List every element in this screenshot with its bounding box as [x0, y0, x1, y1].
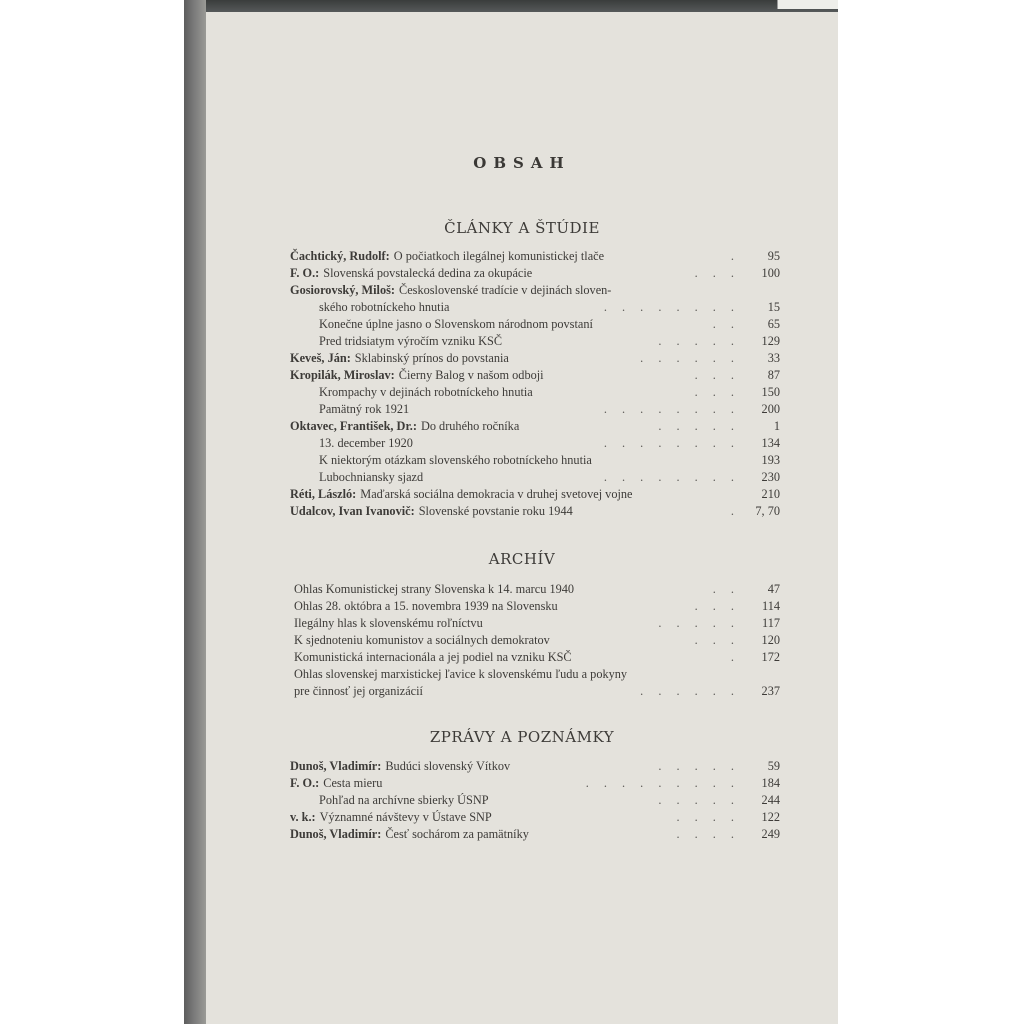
toc-entry-leader: . . . . . . . .	[603, 402, 740, 416]
toc-entry-page: 114	[762, 599, 780, 613]
book-spine-edge	[184, 0, 206, 1024]
toc-entry	[290, 333, 780, 350]
toc-entry	[290, 486, 780, 503]
toc-entry-title: Pred tridsiatym výročím vzniku KSČ	[319, 334, 503, 348]
toc-entry-text	[290, 666, 627, 683]
toc-entry	[290, 775, 780, 792]
toc-entry-page: 244	[761, 793, 780, 807]
toc-entry-text	[319, 299, 449, 316]
toc-entry	[290, 826, 780, 843]
toc-list-zpravy	[290, 758, 780, 843]
toc-entry-leader: . . . . .	[658, 616, 740, 630]
document-page	[206, 12, 838, 1024]
toc-entry-text	[319, 384, 533, 401]
toc-entry	[290, 316, 780, 333]
toc-entry-title: Česť sochárom za pamätníky	[385, 827, 529, 841]
toc-entry	[290, 758, 780, 775]
toc-entry-leader: . . . . .	[658, 419, 740, 433]
toc-entry-text	[319, 792, 489, 809]
toc-entry-text	[290, 809, 492, 826]
toc-entry-title: Ilegálny hlas k slovenskému roľníctvu	[294, 616, 483, 630]
toc-entry	[290, 401, 780, 418]
toc-entry-leader: . .	[712, 582, 740, 596]
toc-entry-author: Dunoš, Vladimír:	[290, 827, 382, 841]
toc-entry-text	[290, 598, 558, 615]
toc-entry-text	[319, 333, 502, 350]
toc-entry-page: 129	[761, 334, 780, 348]
toc-entry-author: Oktavec, František, Dr.:	[290, 419, 417, 433]
toc-entry	[290, 248, 780, 265]
toc-entry-page: 237	[761, 684, 780, 698]
toc-entry-author: Kropilák, Miroslav:	[290, 368, 395, 382]
toc-entry	[290, 581, 780, 598]
toc-entry	[290, 809, 780, 826]
toc-entry-title: Krompachy v dejinách robotníckeho hnutia	[319, 385, 533, 399]
toc-entry-author: Réti, László:	[290, 487, 357, 501]
toc-entry	[290, 666, 780, 683]
toc-entry-page: 150	[761, 385, 780, 399]
toc-entry-text	[290, 632, 550, 649]
page-title: OBSAH	[473, 154, 571, 172]
toc-entry-page: 172	[761, 650, 780, 664]
toc-entry-title: Slovenské povstanie roku 1944	[418, 504, 573, 518]
toc-entry-author: Keveš, Ján:	[290, 351, 351, 365]
toc-entry	[290, 683, 780, 700]
toc-entry-title: 13. december 1920	[319, 436, 413, 450]
toc-entry-leader: . . . . .	[658, 759, 740, 773]
toc-entry	[290, 299, 780, 316]
toc-entry-leader: .	[730, 504, 740, 518]
scan-label-strip	[777, 0, 838, 9]
toc-entry-leader: . . .	[694, 266, 740, 280]
toc-entry-title: Konečne úplne jasno o Slovenskom národnom povstaní	[319, 317, 593, 331]
toc-entry-title: Do druhého ročníka	[420, 419, 520, 433]
toc-entry-leader: . . . . . .	[640, 351, 740, 365]
toc-entry-leader: . . . . . .	[640, 684, 740, 698]
toc-entry	[290, 615, 780, 632]
toc-entry-author: Udalcov, Ivan Ivanovič:	[290, 504, 415, 518]
toc-entry-title: K sjednoteniu komunistov a sociálnych demokratov	[294, 633, 550, 647]
toc-entry	[290, 435, 780, 452]
toc-entry-leader: . . .	[694, 385, 740, 399]
toc-entry-title: ského robotníckeho hnutia	[319, 300, 450, 314]
toc-entry-leader: . .	[712, 317, 740, 331]
toc-entry-page: 15	[767, 300, 780, 314]
toc-entry-page: 95	[767, 249, 780, 263]
toc-entry-text	[290, 503, 573, 520]
toc-entry	[290, 418, 780, 435]
toc-entry	[290, 503, 780, 520]
toc-entry-text	[319, 435, 413, 452]
toc-entry	[290, 265, 780, 282]
toc-entry-page: 33	[767, 351, 780, 365]
toc-entry-text	[290, 581, 574, 598]
toc-entry	[290, 792, 780, 809]
toc-entry-title: Ohlas Komunistickej strany Slovenska k 14. marcu 1940	[294, 582, 575, 596]
toc-entry-title: Významné návštevy v Ústave SNP	[319, 810, 492, 824]
toc-entry-text	[290, 683, 423, 700]
toc-entry	[290, 649, 780, 666]
toc-entry-text	[290, 350, 509, 367]
toc-entry-page: 120	[761, 633, 780, 647]
toc-entry-leader: . . . . .	[658, 334, 740, 348]
toc-entry-page: 1	[773, 419, 780, 433]
toc-entry-title: K niektorým otázkam slovenského robotníckeho hnutia	[319, 453, 592, 467]
toc-entry	[290, 282, 780, 299]
toc-entry-text	[290, 486, 633, 503]
toc-entry-title: Pamätný rok 1921	[319, 402, 410, 416]
toc-entry	[290, 350, 780, 367]
toc-entry-page: 122	[761, 810, 780, 824]
toc-entry-leader: . . .	[694, 368, 740, 382]
toc-entry-page: 59	[767, 759, 780, 773]
section-heading-archiv: ARCHÍV	[488, 550, 556, 568]
toc-entry-title: Čierny Balog v našom odboji	[398, 368, 544, 382]
toc-entry-author: Čachtický, Rudolf:	[290, 249, 390, 263]
section-heading-zpravy: ZPRÁVY A POZNÁMKY	[429, 728, 615, 746]
toc-entry-page: 249	[761, 827, 780, 841]
toc-entry-text	[290, 826, 529, 843]
toc-entry-page: 134	[761, 436, 780, 450]
toc-list-clanky	[290, 248, 780, 520]
toc-entry-text	[290, 265, 532, 282]
toc-entry-title: Ohlas slovenskej marxistickej ľavice k slovenskému ľudu a pokyny	[294, 667, 628, 681]
scan-top-edge	[206, 0, 838, 12]
toc-entry-page: 184	[761, 776, 780, 790]
toc-entry-leader: . . . . .	[658, 793, 740, 807]
toc-entry-leader: . . .	[694, 599, 740, 613]
toc-entry-author: Dunoš, Vladimír:	[290, 759, 382, 773]
toc-entry-text	[290, 282, 611, 299]
toc-entry	[290, 452, 780, 469]
toc-entry-leader: . . .	[694, 633, 740, 647]
toc-entry-text	[290, 758, 510, 775]
toc-entry-leader: .	[730, 650, 740, 664]
toc-entry-text	[319, 452, 592, 469]
toc-entry-page: 230	[761, 470, 780, 484]
toc-entry-page: 200	[761, 402, 780, 416]
toc-entry-leader: .	[730, 249, 740, 263]
toc-entry-title: Maďarská sociálna demokracia v druhej svetovej vojne	[360, 487, 633, 501]
toc-entry-text	[290, 367, 544, 384]
toc-entry-title: Pohľad na archívne sbierky ÚSNP	[319, 793, 489, 807]
toc-entry-title: Lubochniansky sjazd	[319, 470, 424, 484]
toc-entry-leader: . . . .	[676, 810, 740, 824]
toc-entry-text	[319, 316, 593, 333]
toc-entry-title: Ohlas 28. októbra a 15. novembra 1939 na Slovensku	[294, 599, 558, 613]
toc-entry	[290, 384, 780, 401]
section-heading-clanky: ČLÁNKY A ŠTÚDIE	[444, 219, 600, 237]
toc-entry-title: pre činnosť jej organizácií	[294, 684, 423, 698]
toc-entry-leader: . . . . . . . .	[603, 300, 740, 314]
toc-entry	[290, 367, 780, 384]
toc-entry-page: 87	[767, 368, 780, 382]
toc-entry-page: 47	[767, 582, 780, 596]
toc-entry	[290, 469, 780, 486]
toc-entry-title: Cesta mieru	[323, 776, 383, 790]
toc-entry-page: 100	[761, 266, 780, 280]
toc-entry-text	[290, 248, 604, 265]
toc-entry-title: Sklabinský prínos do povstania	[354, 351, 509, 365]
toc-entry-page: 193	[761, 453, 780, 467]
toc-entry-title: Československé tradície v dejinách sloven-	[399, 283, 612, 297]
toc-entry-leader: . . . . . . . .	[603, 470, 740, 484]
toc-entry-text	[290, 775, 382, 792]
toc-entry-title: O počiatkoch ilegálnej komunistickej tlače	[393, 249, 605, 263]
toc-entry-leader: . . . . . . . . .	[585, 776, 740, 790]
toc-entry-text	[290, 418, 519, 435]
toc-entry-page: 117	[762, 616, 780, 630]
toc-entry-title: Komunistická internacionála a jej podiel na vzniku KSČ	[294, 650, 572, 664]
toc-entry-author: F. O.:	[290, 776, 320, 790]
toc-entry-leader: . . . . . . . .	[603, 436, 740, 450]
toc-entry-author: Gosiorovský, Miloš:	[290, 283, 395, 297]
toc-entry-author: v. k.:	[290, 810, 316, 824]
toc-entry-leader: . . . .	[676, 827, 740, 841]
toc-entry-title: Budúci slovenský Vítkov	[385, 759, 511, 773]
toc-entry-text	[290, 615, 483, 632]
toc-entry-text	[319, 401, 409, 418]
toc-entry-text	[319, 469, 423, 486]
toc-entry-title: Slovenská povstalecká dedina za okupácie	[323, 266, 533, 280]
toc-entry	[290, 598, 780, 615]
toc-list-archiv	[290, 581, 780, 700]
toc-entry-page: 65	[767, 317, 780, 331]
toc-entry	[290, 632, 780, 649]
toc-entry-page: 210	[761, 487, 780, 501]
toc-entry-text	[290, 649, 572, 666]
toc-entry-page: 7, 70	[755, 504, 780, 518]
toc-entry-author: F. O.:	[290, 266, 320, 280]
